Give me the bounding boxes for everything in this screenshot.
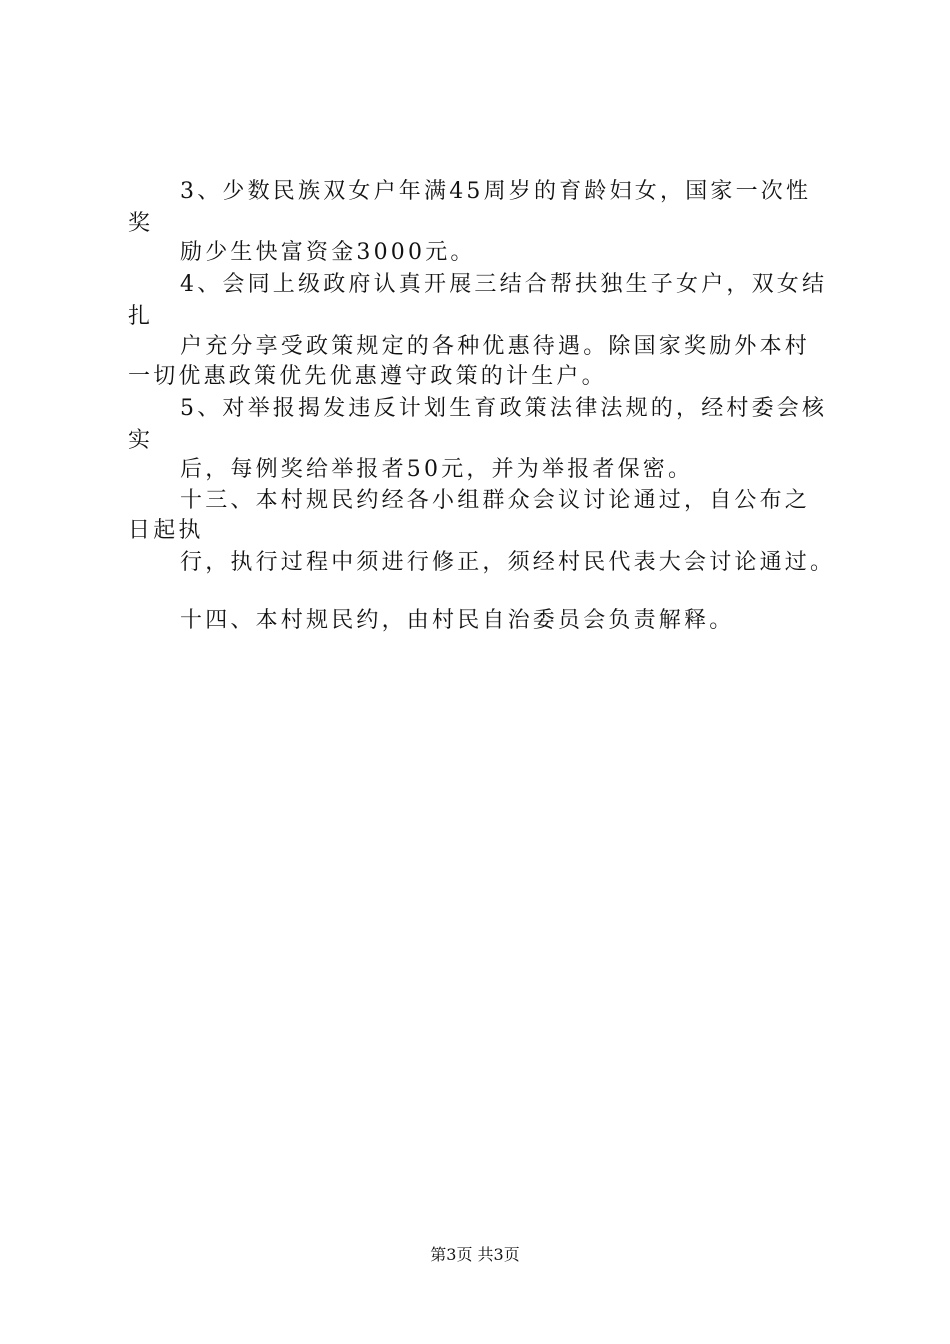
paragraph-line: 后，每例奖给举报者50元，并为举报者保密。 (180, 457, 694, 482)
paragraph-line: 扎 (128, 304, 154, 329)
paragraph-line: 3、少数民族双女户年满45周岁的育龄妇女，国家一次性 (180, 179, 812, 204)
paragraph-line: 户充分享受政策规定的各种优惠待遇。除国家奖励外本村 (180, 334, 811, 359)
paragraph-line: 实 (128, 428, 154, 453)
paragraph-line: 日起执 (128, 518, 204, 543)
paragraph-line: 行，执行过程中须进行修正，须经村民代表大会讨论通过。 (180, 550, 836, 575)
paragraph-line: 4、会同上级政府认真开展三结合帮扶独生子女户，双女结 (180, 272, 828, 297)
paragraph-line: 励少生快富资金3000元。 (180, 240, 476, 265)
paragraph-line: 一切优惠政策优先优惠遵守政策的计生户。 (128, 364, 607, 389)
paragraph-line: 十三、本村规民约经各小组群众会议讨论通过，自公布之 (180, 488, 811, 513)
paragraph-line: 奖 (128, 211, 154, 236)
paragraph-line: 十四、本村规民约，由村民自治委员会负责解释。 (180, 608, 735, 633)
page-number-footer: 第3页 共3页 (430, 1245, 520, 1264)
paragraph-line: 5、对举报揭发违反计划生育政策法律法规的，经村委会核 (180, 396, 828, 421)
